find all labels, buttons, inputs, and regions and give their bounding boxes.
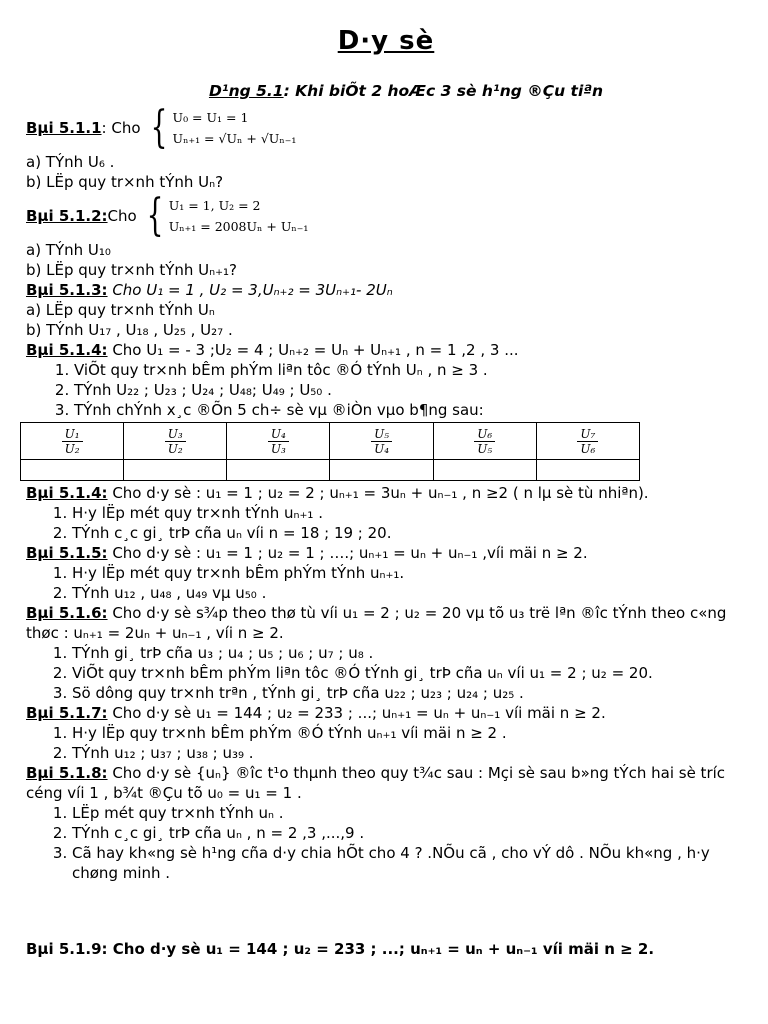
exercise-items [26, 723, 746, 763]
page-title: D·y sè [337, 26, 435, 56]
document-page [26, 0, 746, 959]
exercise-item: 2. TÝnh U₂₂ ; U₂₃ ; U₂₄ ; U₄₈; U₄₉ ; U₅₀ . [74, 380, 746, 400]
exercise-label: Bµi 5.1.1 [26, 119, 102, 137]
table-header-cell: $\frac{\text{U₆}}{\text{U₅}}$ [433, 423, 536, 460]
exercise-part: b) LËp quy tr×nh tÝnh Uₙ₊₁? [26, 261, 238, 279]
exercise-label: Bµi 5.1.8: [26, 764, 108, 782]
table-cell [330, 460, 433, 481]
exercise-text: Cho d·y sè : u₁ = 1 ; u₂ = 2 ; uₙ₊₁ = 3uₙ + uₙ₋₁ , n ≥2 ( n lµ sè tù nhiªn). [107, 484, 649, 502]
left-brace: { [146, 190, 164, 241]
exercise-label: Bµi 5.1.4: [26, 484, 108, 502]
exercise-item: 2. TÝnh c¸c gi¸ trÞ cña uₙ , n = 2 ,3 ,...,9 . [72, 823, 746, 843]
exercise-label: Bµi 5.1.3: [26, 281, 108, 299]
equation-system [145, 102, 297, 153]
exercise-item: 1. LËp mét quy tr×nh tÝnh uₙ . [72, 803, 746, 823]
exercise-5-1-8 [26, 763, 746, 803]
exercise-item: 3. Sö dông quy tr×nh trªn , tÝnh gi¸ trÞ cña u₂₂ ; u₂₃ ; u₂₄ ; u₂₅ . [72, 683, 746, 703]
exercise-item: 1. H·y lËp mét quy tr×nh tÝnh uₙ₊₁ . [72, 503, 746, 523]
table-header-cell: $\frac{\text{U₁}}{\text{U₂}}$ [21, 423, 124, 460]
exercise-text: Cho d·y sè s¾p theo thø tù víi u₁ = 2 ; u₂ = 20 vµ tõ u₃ trë lªn ®îc tÝnh theo c«ng thøc : uₙ₊₁ = 2uₙ + uₙ₋₁ , víi n ≥ 2. [26, 604, 727, 642]
exercise-text: Cho U₁ = 1 , U₂ = 3,Uₙ₊₂ = 3Uₙ₊₁- 2Uₙ [107, 281, 393, 299]
exercise-item: 2. TÝnh u₁₂ , u₄₈ , u₄₉ vµ u₅₀ . [72, 583, 746, 603]
equation-row: Uₙ₊₁ = 2008Uₙ + Uₙ₋₁ [168, 219, 309, 234]
exercise-part: a) LËp quy tr×nh tÝnh Uₙ [26, 301, 215, 319]
exercise-part: b) TÝnh U₁₇ , U₁₈ , U₂₅ , U₂₇ . [26, 321, 233, 339]
exercise-item: 1. H·y lËp mét quy tr×nh bÊm phÝm tÝnh uₙ₊₁. [72, 563, 746, 583]
exercise-items [26, 503, 746, 543]
exercise-5-1-4b [26, 483, 746, 503]
section-heading [66, 82, 746, 100]
exercise-5-1-6 [26, 603, 746, 643]
exercise-item: 3. TÝnh chÝnh x¸c ®Õn 5 ch÷ sè vµ ®iÒn vµo b¶ng sau: [74, 400, 746, 420]
exercise-5-1-2-intro [26, 190, 746, 241]
exercise-part: a) TÝnh U₆ . [26, 153, 115, 171]
table-cell [21, 460, 124, 481]
exercise-items [26, 643, 746, 703]
table-cell [124, 460, 227, 481]
equation-row: U₀ = U₁ = 1 [172, 110, 249, 125]
exercise-label: Bµi 5.1.7: [26, 704, 108, 722]
exercise-5-1-7 [26, 703, 746, 723]
exercise-item: 1. TÝnh gi¸ trÞ cña u₃ ; u₄ ; u₅ ; u₆ ; u₇ ; u₈ . [72, 643, 746, 663]
exercise-5-1-5 [26, 543, 746, 563]
section-heading-prefix: D¹ng 5.1 [208, 82, 284, 100]
exercise-label: Bµi 5.1.5: [26, 544, 108, 562]
exercise-item: 2. TÝnh c¸c gi¸ trÞ cña uₙ víi n = 18 ; 19 ; 20. [72, 523, 746, 543]
exercise-label: Bµi 5.1.4: [26, 341, 108, 359]
exercise-item: 2. TÝnh u₁₂ ; u₃₇ ; u₃₈ ; u₃₉ . [72, 743, 746, 763]
table-header-row [21, 423, 640, 460]
exercise-items [26, 803, 746, 883]
exercise-intro: : Cho [101, 119, 141, 137]
table-cell [227, 460, 330, 481]
exercise-5-1-3 [26, 280, 746, 300]
exercise-label: Bµi 5.1.6: [26, 604, 108, 622]
table-cell [536, 460, 639, 481]
exercise-text: Cho d·y sè : u₁ = 1 ; u₂ = 1 ; ….; uₙ₊₁ = uₙ + uₙ₋₁ ,víi mäi n ≥ 2. [107, 544, 588, 562]
exercise-text: Cho d·y sè u₁ = 144 ; u₂ = 233 ; ...; uₙ₊₁ = uₙ + uₙ₋₁ víi mäi n ≥ 2. [107, 704, 606, 722]
exercise-item: 1. H·y lËp quy tr×nh bÊm phÝm ®Ó tÝnh uₙ₊₁ víi mäi n ≥ 2 . [72, 723, 746, 743]
exercise-text: Cho U₁ = - 3 ;U₂ = 4 ; Uₙ₊₂ = Uₙ + Uₙ₊₁ , n = 1 ,2 , 3 ... [107, 341, 519, 359]
table-header-cell: $\frac{\text{U₅}}{\text{U₄}}$ [330, 423, 433, 460]
exercise-items [26, 563, 746, 603]
table-header-cell: $\frac{\text{U₄}}{\text{U₃}}$ [227, 423, 330, 460]
exercise-5-1-9-cutoff: Bµi 5.1.9: Cho d·y sè u₁ = 144 ; u₂ = 233 ; ...; uₙ₊₁ = uₙ + uₙ₋₁ víi mäi n ≥ 2. [26, 940, 655, 958]
exercise-5-1-4a [26, 340, 746, 360]
exercise-intro: Cho [107, 207, 137, 225]
exercise-part: a) TÝnh U₁₀ [26, 241, 111, 259]
table-cell [433, 460, 536, 481]
table-header-cell: $\frac{\text{U₇}}{\text{U₆}}$ [536, 423, 639, 460]
equation-system [141, 190, 309, 241]
equation-row: U₁ = 1, U₂ = 2 [168, 198, 261, 213]
exercise-part: b) LËp quy tr×nh tÝnh Uₙ? [26, 173, 224, 191]
exercise-item: 2. ViÕt quy tr×nh bÊm phÝm liªn tôc ®Ó tÝnh gi¸ trÞ cña uₙ víi u₁ = 2 ; u₂ = 20. [72, 663, 746, 683]
exercise-5-1-1-intro [26, 102, 746, 153]
exercise-label: Bµi 5.1.2: [26, 207, 108, 225]
left-brace: { [150, 102, 167, 153]
table-empty-row [21, 460, 640, 481]
section-heading-text: : Khi biÕt 2 hoÆc 3 sè h¹ng ®Çu tiªn [283, 82, 604, 100]
exercise-text: Cho d·y sè {uₙ} ®îc t¹o thµnh theo quy t¾c sau : Mçi sè sau b»ng tÝch hai sè tríc céng víi 1 , b¾t ®Çu tõ u₀ = u₁ = 1 . [26, 764, 726, 802]
ratio-table [20, 422, 640, 481]
exercise-item: 3. Cã hay kh«ng sè h¹ng cña d·y chia hÕt cho 4 ? .NÕu cã , cho vÝ dô . NÕu kh«ng , h·y chøng minh . [72, 843, 746, 883]
exercise-item: 1. ViÕt quy tr×nh bÊm phÝm liªn tôc ®Ó tÝnh Uₙ , n ≥ 3 . [74, 360, 746, 380]
table-header-cell: $\frac{\text{U₃}}{\text{U₂}}$ [124, 423, 227, 460]
exercise-items [26, 360, 746, 420]
equation-row: Uₙ₊₁ = √Uₙ + √Uₙ₋₁ [172, 131, 297, 146]
